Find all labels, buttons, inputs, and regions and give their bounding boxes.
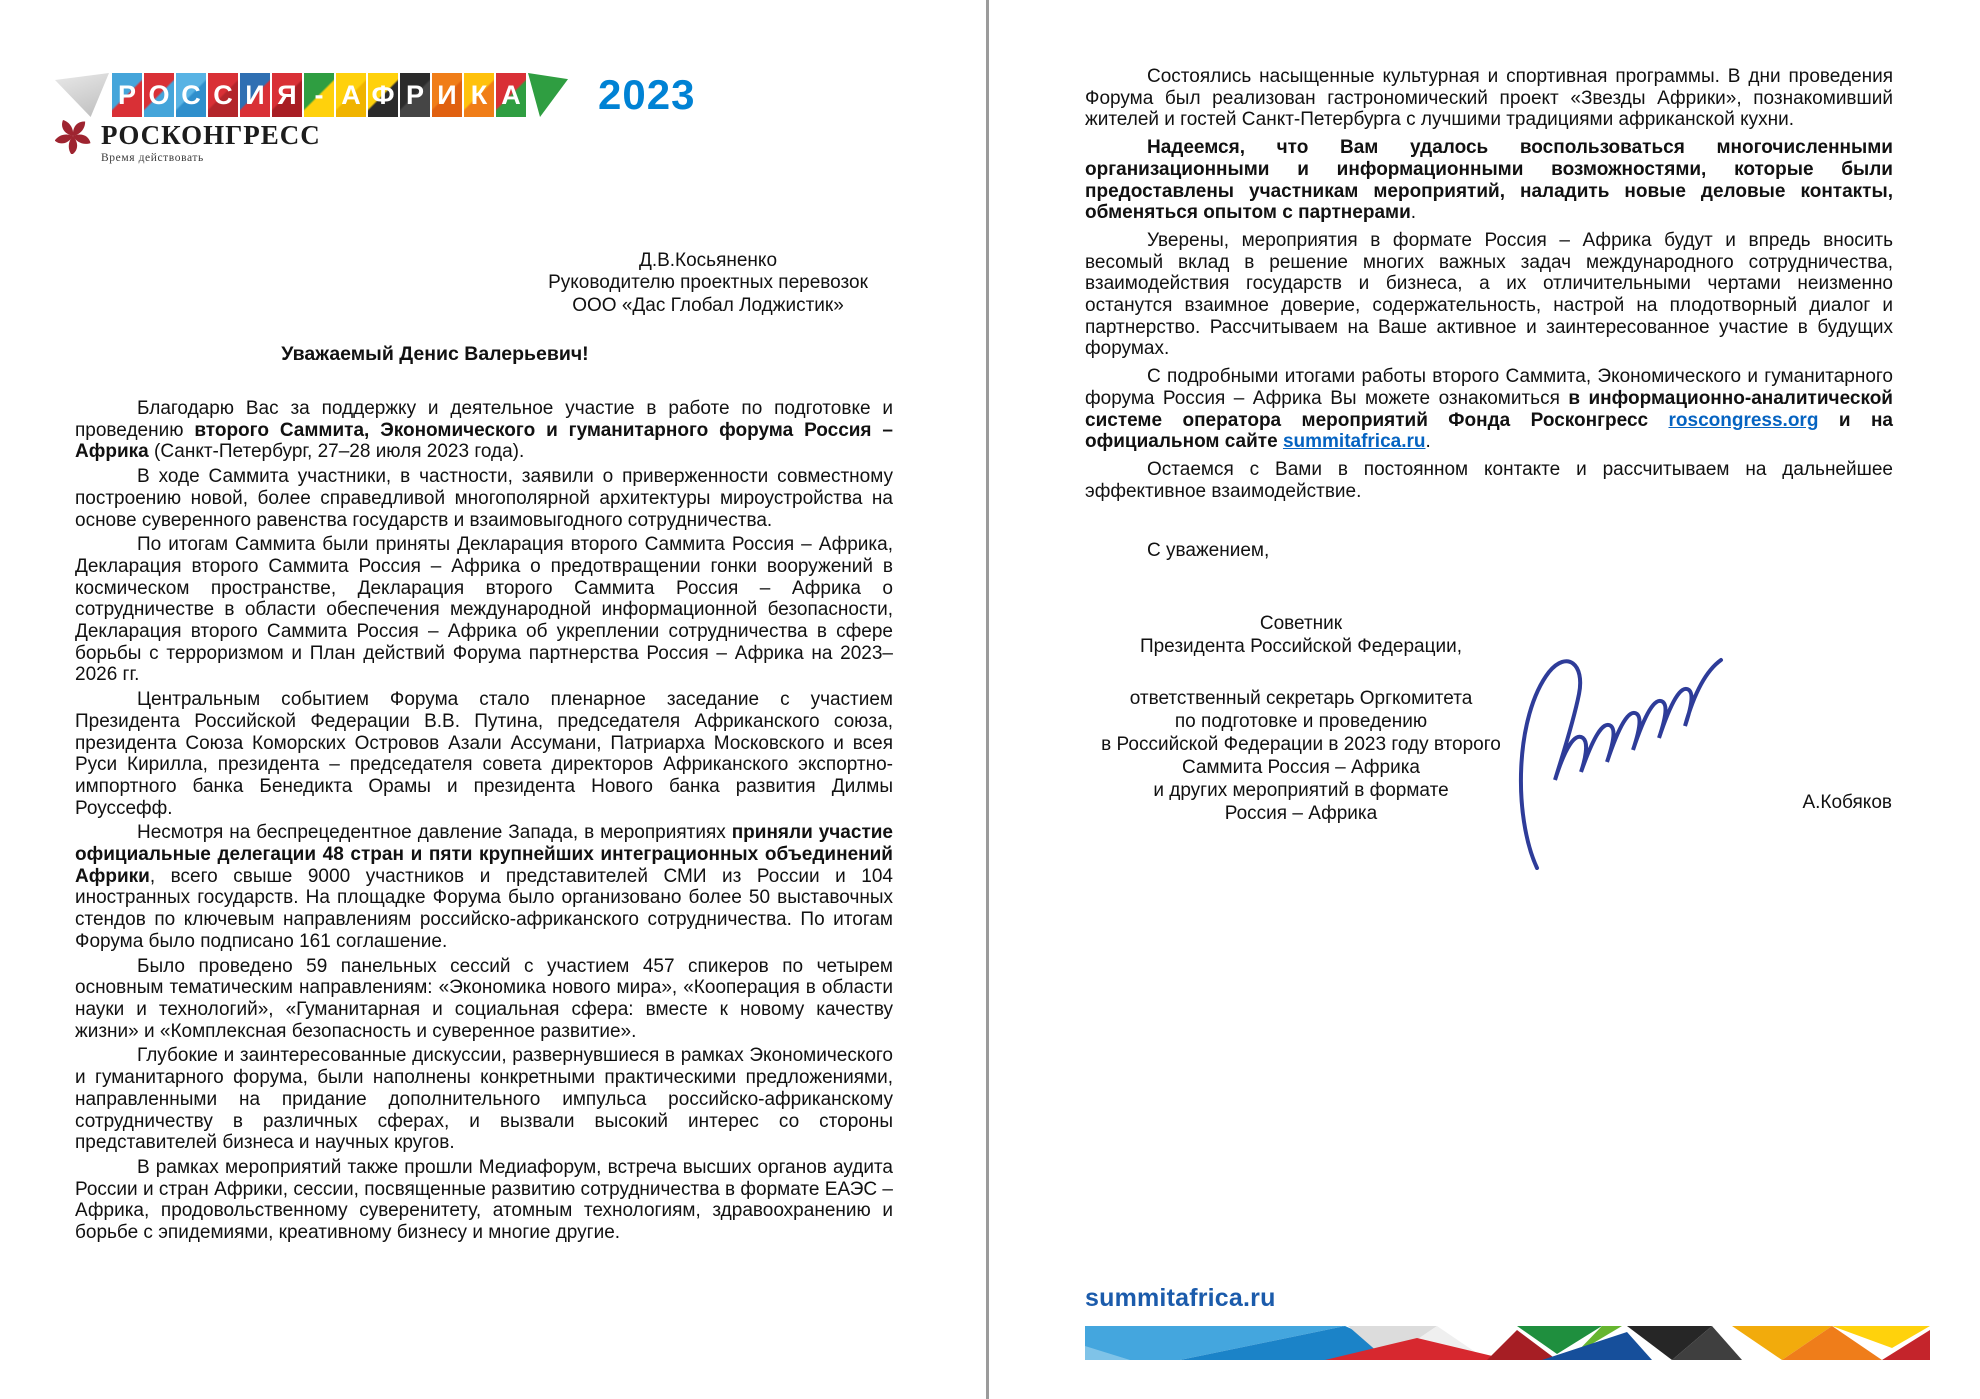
page-divider (986, 0, 989, 1399)
page-1 (0, 0, 988, 1399)
letter-body-page1 (75, 398, 893, 1247)
russia-africa-logo (55, 72, 695, 118)
paragraph (1085, 230, 1893, 360)
paragraph (75, 398, 893, 463)
bold-text: Надеемся, что Вам удалось воспользоваться многочисленными организационными и информационными возможностями, которые были предоставлены участникам мероприятий, наладить новые деловые контакты, обменяться опытом с партнерами (1085, 137, 1893, 224)
text: . (1410, 202, 1417, 224)
logo-letter-tile: С (208, 73, 238, 117)
recipient-line: ООО «Дас Глобал Лоджистик» (572, 294, 844, 316)
text: . (1425, 431, 1431, 453)
text: Центральным событием Форума стало пленарное заседание с участием Президента Российской Федерации В.В. Путина, председателя Африканского союза, президента Союза Коморских Островов Азали Ассумани, Патриарха Московского и всея Руси Кирилла, президента – председателя совета директоров Африканского экспортно-импортного банка Бенедикта Орамы и президента Нового банка развития Дилмы Роуссефф. (75, 689, 893, 819)
text: Несмотря на беспрецедентное давление Запада, в мероприятиях (137, 822, 732, 844)
logo-letter-tile: О (144, 73, 174, 117)
bold-text: второго Саммита, Экономического и гуманитарного форума Россия – Африка (75, 419, 893, 463)
text: Остаемся с Вами в постоянном контакте и рассчитываем на дальнейшее эффективное взаимодействие. (1085, 458, 1893, 502)
signer-role-line: в Российской Федерации в 2023 году второго (1101, 734, 1501, 755)
paragraph (75, 1045, 893, 1154)
text: Уверены, мероприятия в формате Россия – Африка будут и впредь вносить весомый вклад в решение многих важных задач международного сотрудничества, взаимодействия государств и бизнеса, а их отличительными чертами неизменно останутся взаимное доверие, содержательность, настрой на плодотворный диалог и партнерство. Рассчитываем на Ваше активное и заинтересованное участие в будущих форумах. (1085, 229, 1893, 360)
logo-letter-tile: Я (272, 73, 302, 117)
footer-site-url: summitafrica.ru (1085, 1284, 1276, 1312)
inline-link[interactable]: roscongress.org (1668, 409, 1819, 431)
logo-arrow-icon (55, 73, 109, 117)
logo-letter-tile: А (336, 73, 366, 117)
logo-letter-tile: С (176, 73, 206, 117)
logo-year: 2023 (598, 71, 696, 118)
letter-body-page2 (1085, 66, 1893, 508)
bold-text: в информационно-аналитической системе оператора мероприятий Фонда Росконгресс (1085, 387, 1893, 431)
paragraph (75, 466, 893, 531)
signer-role-line: Президента Российской Федерации, (1139, 636, 1463, 657)
logo-letter-tile: Ф (368, 73, 398, 117)
logo-letter-tile: Р (112, 73, 142, 117)
logo-letters (112, 73, 526, 117)
recipient-line: Руководителю проектных перевозок (548, 272, 868, 294)
paragraph (75, 822, 893, 952)
signer-role-line: Саммита Россия – Африка (1181, 757, 1420, 778)
signer-role-line: Советник (1259, 613, 1343, 634)
salutation: Уважаемый Денис Валерьевич! (281, 343, 589, 365)
text: (Санкт-Петербург, 27–28 июля 2023 года). (148, 441, 525, 463)
recipient-line: Д.В.Косьяненко (638, 250, 778, 271)
logo-letter-tile: - (304, 73, 334, 117)
signer-role-line: Россия – Африка (1224, 803, 1378, 824)
text: По итогам Саммита были приняты Декларация второго Саммита Россия – Африка, Декларация второго Саммита Россия – Африка о предотвращении гонки вооружений в космическом пространстве, Декларация второго Саммита Россия – Африка о сотрудничестве в области обеспечения международной информационной безопасности, Декларация второго Саммита Россия – Африка об укреплении сотрудничества в сфере борьбы с терроризмом и План действий Форума партнерства Россия – Африка на 2023–2026 гг. (75, 534, 893, 686)
logo-letter-tile: К (464, 73, 494, 117)
paragraph (75, 689, 893, 819)
closing-line: С уважением, (1147, 540, 1270, 561)
signer-role-line: ответственный секретарь Оргкомитета (1129, 688, 1473, 709)
bold-text: и на официальном сайте (1085, 409, 1893, 453)
footer-color-band (1085, 1320, 1930, 1360)
text: В рамках мероприятий также прошли Медиафорум, встреча высших органов аудита России и стран Африки, сессии, посвященные развитию сотрудничества в формате ЕАЭС – Африка, продовольственному суверенитету, атомным технологиям, здравоохранению и борьбе с эпидемиями, креативному бизнесу и многие другие. (75, 1156, 893, 1244)
roscongress-flower-icon (55, 118, 91, 154)
signer-role-line: по подготовке и проведению (1174, 711, 1428, 732)
text: Состоялись насыщенные культурная и спортивная программы. В дни проведения Форума был реализован гастрономический проект «Звезды Африки», познакомивший жителей и гостей Санкт-Петербурга с лучшими традициями африканской кухни. (1085, 66, 1893, 131)
handwritten-signature (1495, 620, 1745, 870)
paragraph (1085, 66, 1893, 131)
recipient-block (508, 250, 908, 317)
roscongress-logo (55, 118, 321, 164)
text: Глубокие и заинтересованные дискуссии, развернувшиеся в рамках Экономического и гуманитарного форума, были наполнены конкретными практическими предложениями, направленными на придание дополнительного импульса российско-африканскому сотрудничеству в различных сферах, и вызвали высокий интерес со стороны представителей бизнеса и научных кругов. (75, 1045, 893, 1154)
roscongress-name: РОСКОНГРЕСС (101, 120, 321, 150)
text: С подробными итогами работы второго Саммита, Экономического и гуманитарного форума Россия – Африка Вы можете ознакомиться (1085, 366, 1893, 409)
inline-link[interactable]: summitafrica.ru (1282, 431, 1426, 453)
logo-letter-tile: А (496, 73, 526, 117)
paragraph (1085, 459, 1893, 502)
paragraph (75, 1157, 893, 1244)
text: В ходе Саммита участники, в частности, заявили о приверженности совместному построению новой, более справедливой многополярной архитектуры мироустройства на основе суверенного равенства государств и взаимовыгодного сотрудничества. (75, 466, 893, 531)
bold-text: приняли участие официальные делегации 48 стран и пяти крупнейших интеграционных объединений Африки (75, 822, 893, 887)
paragraph (75, 534, 893, 686)
text: Было проведено 59 панельных сессий с участием 457 спикеров по четырем основным тематическим направлениям: «Экономика нового мира», «Кооперация в области науки и технологий», «Гуманитарная и социальная сфера: вместе к новому качеству жизни» и «Комплексная безопасность и суверенное развитие». (75, 955, 893, 1042)
spacer (1085, 658, 1517, 687)
signer-name: А.Кобяков (1802, 792, 1892, 813)
paragraph (1085, 366, 1893, 453)
roscongress-tagline: Время действовать (101, 152, 204, 164)
text: , всего свыше 9000 участников и представителей СМИ из России и 104 иностранных государств. На площадке Форума было организовано более 50 выставочных стендов по ключевым направлениям российско-африканского сотрудничества. По итогам Форума было подписано 161 соглашение. (75, 865, 893, 952)
logo-letter-tile: И (432, 73, 462, 117)
paragraph (1085, 137, 1893, 224)
logo-end-triangle-icon (528, 73, 568, 117)
roscongress-wordmark (101, 118, 321, 164)
text: Благодарю Вас за поддержку и деятельное участие в работе по подготовке и проведению (75, 398, 893, 441)
paragraph (75, 956, 893, 1043)
logo-letter-tile: Р (400, 73, 430, 117)
signer-role-line: и других мероприятий в формате (1153, 780, 1449, 801)
page-2 (990, 0, 1980, 1399)
signer-role-block (1085, 612, 1517, 825)
logo-letter-tile: И (240, 73, 270, 117)
